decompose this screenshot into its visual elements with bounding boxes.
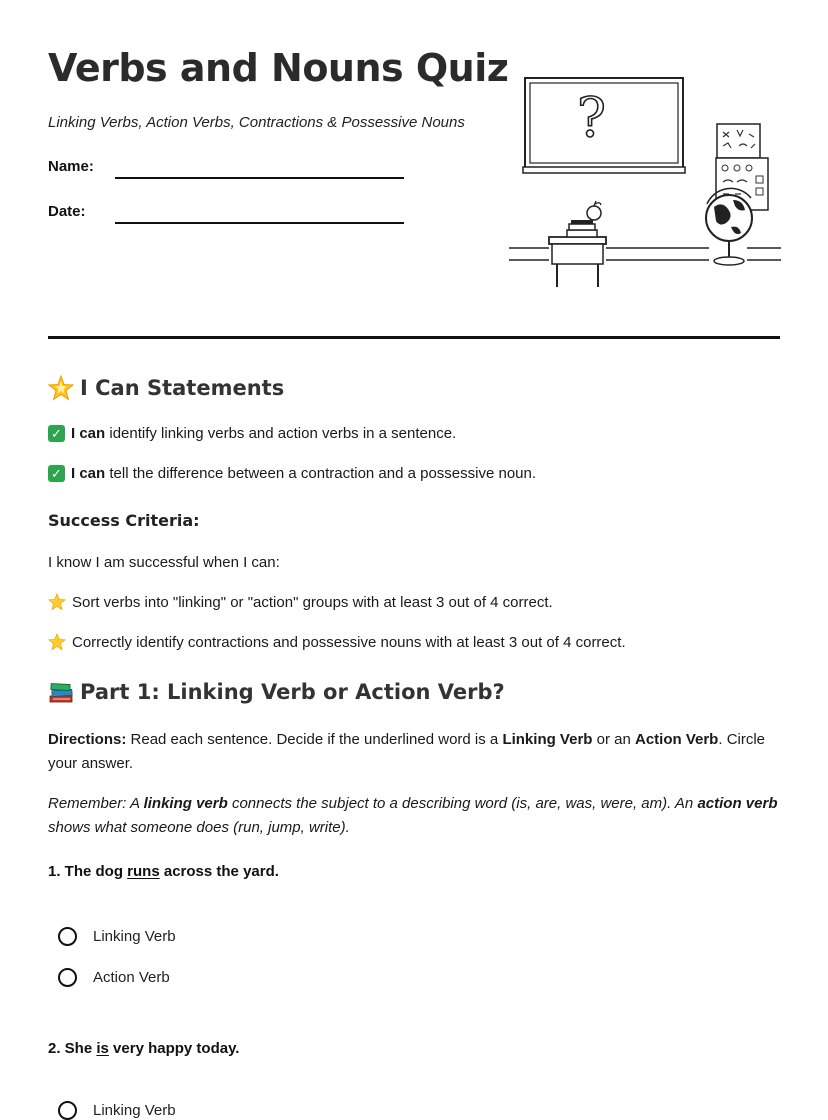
i-can-heading xyxy=(48,375,284,401)
q2-option-linking-verb[interactable] xyxy=(58,1101,176,1120)
i-can-heading-text: I Can Statements xyxy=(80,376,285,400)
radio-button[interactable] xyxy=(58,927,77,946)
star-icon xyxy=(48,593,66,611)
i-can-lead: I can xyxy=(71,465,106,482)
success-criteria-heading: Success Criteria: xyxy=(48,511,200,530)
star-icon xyxy=(48,633,66,651)
directions-action-verb: Action Verb xyxy=(635,731,719,748)
question-1 xyxy=(48,863,279,880)
option-label: Action Verb xyxy=(93,969,170,986)
classroom-illustration xyxy=(509,72,781,294)
success-item xyxy=(48,593,553,611)
q1-option-action-verb[interactable] xyxy=(58,968,170,987)
glowing-star-icon xyxy=(48,375,74,401)
success-item-text: Correctly identify contractions and possessive nouns with at least 3 out of 4 correct. xyxy=(72,633,626,651)
i-can-item xyxy=(48,425,456,442)
success-item xyxy=(48,633,626,651)
teacher-desk xyxy=(549,201,606,287)
check-mark-icon: ✓ xyxy=(48,425,65,442)
success-intro: I know I am successful when I can: xyxy=(48,554,280,571)
directions-label: Directions: xyxy=(48,731,127,748)
question-suffix: across the yard. xyxy=(163,863,279,880)
reminder-text: shows what someone does (run, jump, write). xyxy=(48,819,350,836)
question-mark: ? xyxy=(577,86,606,149)
reminder-text: connects the subject to a describing word (is, are, was, were, am). An xyxy=(231,795,694,812)
name-label: Name: xyxy=(48,158,94,175)
chalkboard xyxy=(523,78,685,173)
page-subtitle: Linking Verbs, Action Verbs, Contractions & Possessive Nouns xyxy=(48,114,465,131)
question-prefix: 1. The dog xyxy=(48,863,123,880)
part1-heading-text: Part 1: Linking Verb or Action Verb? xyxy=(80,680,505,704)
q1-option-linking-verb[interactable] xyxy=(58,927,176,946)
question-suffix: very happy today. xyxy=(113,1040,240,1057)
page-title: Verbs and Nouns Quiz xyxy=(48,46,509,90)
check-mark-icon: ✓ xyxy=(48,465,65,482)
radio-button[interactable] xyxy=(58,968,77,987)
question-target-word: runs xyxy=(127,863,160,880)
option-label: Linking Verb xyxy=(93,1102,176,1119)
books-icon xyxy=(48,679,74,705)
part1-reminder xyxy=(48,792,778,840)
name-field[interactable] xyxy=(115,177,404,179)
date-label: Date: xyxy=(48,203,86,220)
question-2 xyxy=(48,1040,239,1057)
radio-button[interactable] xyxy=(58,1101,77,1120)
directions-end: . Circle your answer. xyxy=(48,731,766,772)
date-field[interactable] xyxy=(115,222,404,224)
reminder-text: Remember: A xyxy=(48,795,140,812)
reminder-linking-verb: linking verb xyxy=(143,795,228,812)
i-can-item xyxy=(48,465,536,482)
part1-directions xyxy=(48,728,778,776)
reminder-action-verb: action verb xyxy=(697,795,778,812)
i-can-text: tell the difference between a contraction and a possessive noun. xyxy=(109,465,537,482)
directions-or-an: or an xyxy=(596,731,631,748)
directions-text: Read each sentence. Decide if the underlined word is a xyxy=(130,731,499,748)
section-divider xyxy=(48,336,780,339)
success-item-text: Sort verbs into "linking" or "action" groups with at least 3 out of 4 correct. xyxy=(72,593,553,611)
question-target-word: is xyxy=(96,1040,109,1057)
question-prefix: 2. She xyxy=(48,1040,93,1057)
i-can-text: identify linking verbs and action verbs in a sentence. xyxy=(109,425,457,442)
option-label: Linking Verb xyxy=(93,928,176,945)
part1-heading xyxy=(48,679,505,705)
i-can-lead: I can xyxy=(71,425,106,442)
directions-linking-verb: Linking Verb xyxy=(502,731,593,748)
